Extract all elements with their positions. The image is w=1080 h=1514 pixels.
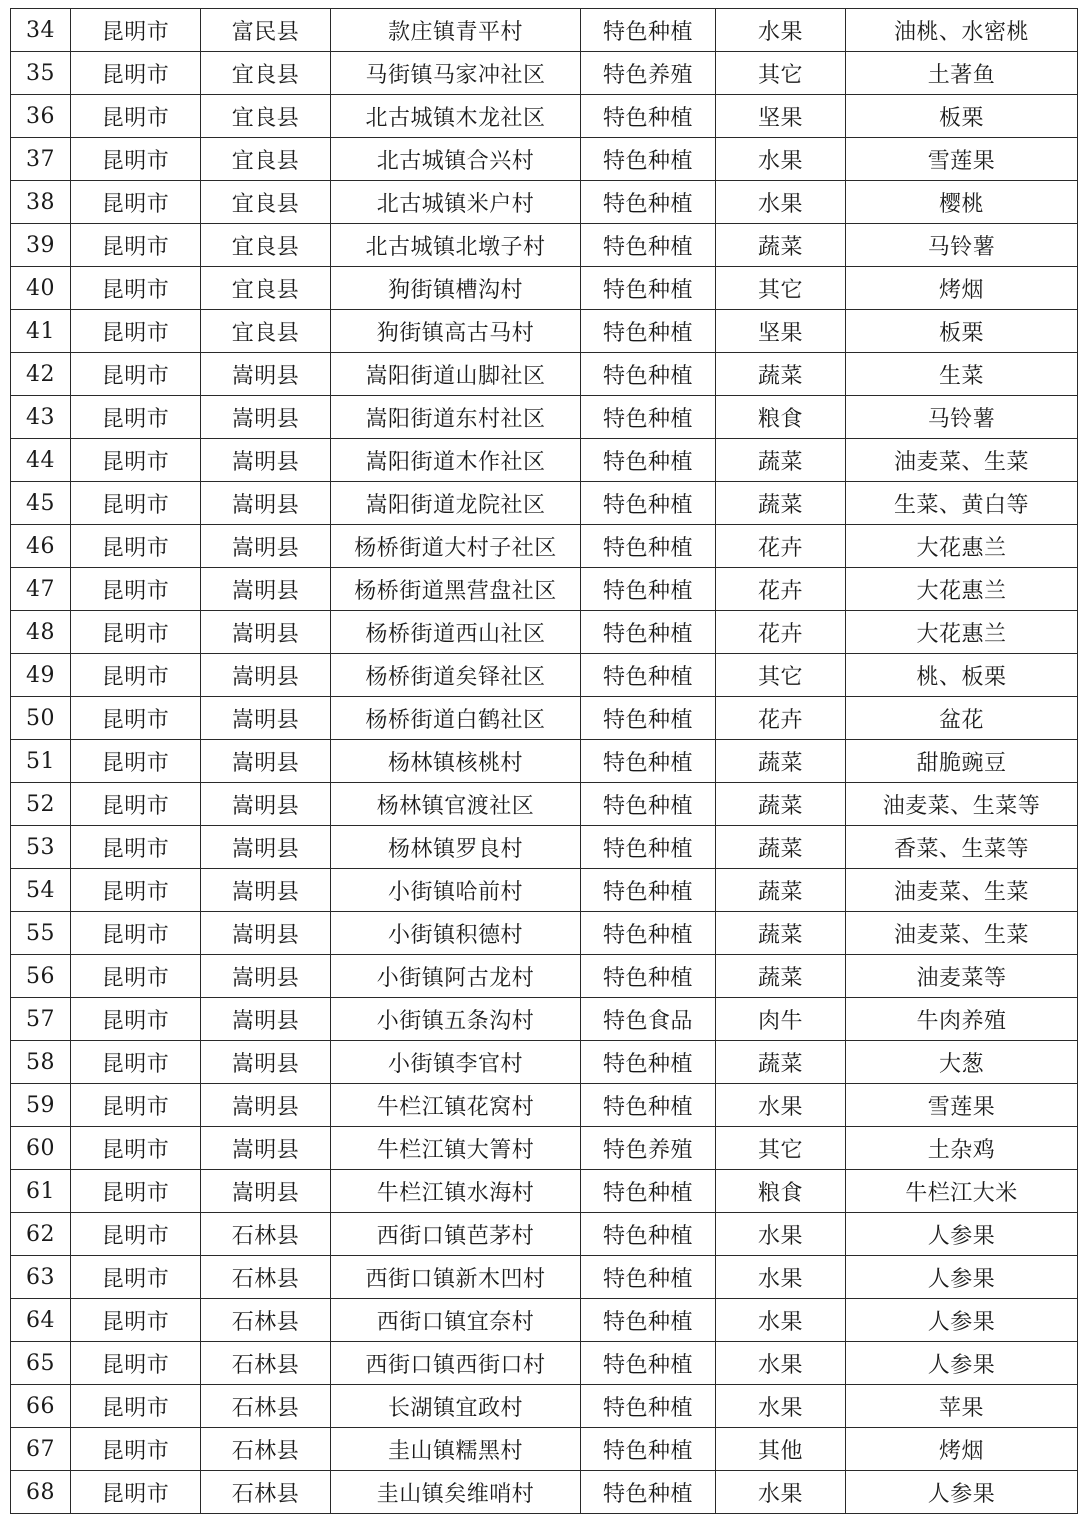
product-cell: 牛肉养殖 [846, 998, 1078, 1041]
product-cell: 油麦菜、生菜 [846, 439, 1078, 482]
county-cell: 宜良县 [201, 95, 331, 138]
village-cell: 狗街镇高古马村 [331, 310, 581, 353]
industry-type-cell: 特色种植 [581, 912, 716, 955]
county-cell: 嵩明县 [201, 654, 331, 697]
category-cell: 其他 [716, 1428, 846, 1471]
product-cell: 烤烟 [846, 1428, 1078, 1471]
industry-type-cell: 特色种植 [581, 1256, 716, 1299]
product-cell: 大花惠兰 [846, 568, 1078, 611]
product-cell: 樱桃 [846, 181, 1078, 224]
city-cell: 昆明市 [71, 826, 201, 869]
product-cell: 烤烟 [846, 267, 1078, 310]
village-cell: 牛栏江镇花窝村 [331, 1084, 581, 1127]
village-cell: 西街口镇新木凹村 [331, 1256, 581, 1299]
category-cell: 粮食 [716, 396, 846, 439]
category-cell: 水果 [716, 9, 846, 52]
village-cell: 圭山镇矣维哨村 [331, 1471, 581, 1514]
table-row [11, 783, 1078, 826]
village-cell: 杨桥街道西山社区 [331, 611, 581, 654]
category-cell: 水果 [716, 1084, 846, 1127]
village-cell: 嵩阳街道东村社区 [331, 396, 581, 439]
village-cell: 嵩阳街道龙院社区 [331, 482, 581, 525]
county-cell: 宜良县 [201, 138, 331, 181]
category-cell: 蔬菜 [716, 353, 846, 396]
city-cell: 昆明市 [71, 9, 201, 52]
row-number-cell: 66 [11, 1385, 71, 1428]
category-cell: 肉牛 [716, 998, 846, 1041]
county-cell: 富民县 [201, 9, 331, 52]
village-cell: 小街镇五条沟村 [331, 998, 581, 1041]
county-cell: 嵩明县 [201, 1041, 331, 1084]
village-cell: 小街镇哈前村 [331, 869, 581, 912]
county-cell: 石林县 [201, 1256, 331, 1299]
product-cell: 雪莲果 [846, 1084, 1078, 1127]
category-cell: 蔬菜 [716, 826, 846, 869]
city-cell: 昆明市 [71, 1041, 201, 1084]
row-number-cell: 58 [11, 1041, 71, 1084]
row-number-cell: 62 [11, 1213, 71, 1256]
village-cell: 嵩阳街道木作社区 [331, 439, 581, 482]
village-cell: 款庄镇青平村 [331, 9, 581, 52]
village-cell: 北古城镇木龙社区 [331, 95, 581, 138]
city-cell: 昆明市 [71, 654, 201, 697]
county-cell: 石林县 [201, 1471, 331, 1514]
industry-type-cell: 特色种植 [581, 1041, 716, 1084]
industry-type-cell: 特色种植 [581, 1471, 716, 1514]
category-cell: 其它 [716, 267, 846, 310]
village-cell: 嵩阳街道山脚社区 [331, 353, 581, 396]
industry-type-cell: 特色种植 [581, 482, 716, 525]
industry-type-cell: 特色养殖 [581, 1127, 716, 1170]
category-cell: 水果 [716, 1299, 846, 1342]
product-cell: 香菜、生菜等 [846, 826, 1078, 869]
table-row [11, 568, 1078, 611]
village-cell: 北古城镇合兴村 [331, 138, 581, 181]
county-cell: 嵩明县 [201, 955, 331, 998]
row-number-cell: 43 [11, 396, 71, 439]
product-cell: 油麦菜、生菜等 [846, 783, 1078, 826]
city-cell: 昆明市 [71, 955, 201, 998]
table-row [11, 482, 1078, 525]
city-cell: 昆明市 [71, 1428, 201, 1471]
county-cell: 嵩明县 [201, 439, 331, 482]
table-row [11, 95, 1078, 138]
city-cell: 昆明市 [71, 353, 201, 396]
document-page [10, 8, 1077, 1514]
category-cell: 坚果 [716, 310, 846, 353]
product-cell: 土杂鸡 [846, 1127, 1078, 1170]
village-cell: 杨林镇官渡社区 [331, 783, 581, 826]
product-cell: 苹果 [846, 1385, 1078, 1428]
category-cell: 其它 [716, 654, 846, 697]
village-cell: 西街口镇西街口村 [331, 1342, 581, 1385]
row-number-cell: 55 [11, 912, 71, 955]
county-cell: 嵩明县 [201, 396, 331, 439]
product-cell: 油麦菜、生菜 [846, 912, 1078, 955]
table-row [11, 869, 1078, 912]
row-number-cell: 60 [11, 1127, 71, 1170]
industry-type-cell: 特色种植 [581, 181, 716, 224]
category-cell: 蔬菜 [716, 912, 846, 955]
city-cell: 昆明市 [71, 611, 201, 654]
village-cell: 牛栏江镇大箐村 [331, 1127, 581, 1170]
city-cell: 昆明市 [71, 912, 201, 955]
city-cell: 昆明市 [71, 1213, 201, 1256]
product-cell: 土著鱼 [846, 52, 1078, 95]
table-row [11, 1471, 1078, 1514]
category-cell: 蔬菜 [716, 482, 846, 525]
product-cell: 油桃、水密桃 [846, 9, 1078, 52]
product-cell: 甜脆豌豆 [846, 740, 1078, 783]
city-cell: 昆明市 [71, 224, 201, 267]
table-row [11, 310, 1078, 353]
row-number-cell: 36 [11, 95, 71, 138]
category-cell: 水果 [716, 1385, 846, 1428]
county-cell: 嵩明县 [201, 869, 331, 912]
table-row [11, 181, 1078, 224]
row-number-cell: 34 [11, 9, 71, 52]
category-cell: 蔬菜 [716, 783, 846, 826]
row-number-cell: 65 [11, 1342, 71, 1385]
table-row [11, 525, 1078, 568]
row-number-cell: 68 [11, 1471, 71, 1514]
table-row [11, 654, 1078, 697]
row-number-cell: 45 [11, 482, 71, 525]
category-cell: 蔬菜 [716, 740, 846, 783]
product-cell: 马铃薯 [846, 224, 1078, 267]
village-cell: 西街口镇芭茅村 [331, 1213, 581, 1256]
city-cell: 昆明市 [71, 1127, 201, 1170]
industry-type-cell: 特色种植 [581, 1084, 716, 1127]
category-cell: 花卉 [716, 697, 846, 740]
table-row [11, 1213, 1078, 1256]
product-cell: 马铃薯 [846, 396, 1078, 439]
table-row [11, 1342, 1078, 1385]
industry-type-cell: 特色种植 [581, 1342, 716, 1385]
county-cell: 嵩明县 [201, 482, 331, 525]
village-industry-table [10, 8, 1078, 1514]
county-cell: 嵩明县 [201, 525, 331, 568]
city-cell: 昆明市 [71, 1342, 201, 1385]
city-cell: 昆明市 [71, 1471, 201, 1514]
row-number-cell: 38 [11, 181, 71, 224]
category-cell: 水果 [716, 1342, 846, 1385]
city-cell: 昆明市 [71, 1385, 201, 1428]
row-number-cell: 59 [11, 1084, 71, 1127]
city-cell: 昆明市 [71, 568, 201, 611]
table-row [11, 1428, 1078, 1471]
row-number-cell: 48 [11, 611, 71, 654]
category-cell: 其它 [716, 1127, 846, 1170]
product-cell: 板栗 [846, 310, 1078, 353]
category-cell: 水果 [716, 1256, 846, 1299]
city-cell: 昆明市 [71, 697, 201, 740]
county-cell: 宜良县 [201, 267, 331, 310]
row-number-cell: 52 [11, 783, 71, 826]
county-cell: 嵩明县 [201, 912, 331, 955]
product-cell: 生菜 [846, 353, 1078, 396]
category-cell: 坚果 [716, 95, 846, 138]
category-cell: 水果 [716, 138, 846, 181]
county-cell: 嵩明县 [201, 1170, 331, 1213]
county-cell: 宜良县 [201, 310, 331, 353]
industry-type-cell: 特色种植 [581, 224, 716, 267]
county-cell: 嵩明县 [201, 826, 331, 869]
village-cell: 小街镇李官村 [331, 1041, 581, 1084]
city-cell: 昆明市 [71, 95, 201, 138]
product-cell: 生菜、黄白等 [846, 482, 1078, 525]
industry-type-cell: 特色种植 [581, 1299, 716, 1342]
city-cell: 昆明市 [71, 310, 201, 353]
city-cell: 昆明市 [71, 482, 201, 525]
row-number-cell: 37 [11, 138, 71, 181]
industry-type-cell: 特色种植 [581, 353, 716, 396]
product-cell: 人参果 [846, 1342, 1078, 1385]
table-row [11, 267, 1078, 310]
row-number-cell: 64 [11, 1299, 71, 1342]
county-cell: 嵩明县 [201, 998, 331, 1041]
industry-type-cell: 特色种植 [581, 1213, 716, 1256]
row-number-cell: 40 [11, 267, 71, 310]
industry-type-cell: 特色养殖 [581, 52, 716, 95]
county-cell: 石林县 [201, 1385, 331, 1428]
row-number-cell: 47 [11, 568, 71, 611]
city-cell: 昆明市 [71, 783, 201, 826]
table-row [11, 611, 1078, 654]
product-cell: 大花惠兰 [846, 611, 1078, 654]
table-row [11, 1127, 1078, 1170]
product-cell: 人参果 [846, 1256, 1078, 1299]
category-cell: 其它 [716, 52, 846, 95]
county-cell: 嵩明县 [201, 353, 331, 396]
category-cell: 水果 [716, 181, 846, 224]
industry-type-cell: 特色种植 [581, 525, 716, 568]
table-row [11, 740, 1078, 783]
category-cell: 花卉 [716, 611, 846, 654]
industry-type-cell: 特色种植 [581, 697, 716, 740]
industry-type-cell: 特色种植 [581, 1170, 716, 1213]
village-cell: 北古城镇米户村 [331, 181, 581, 224]
city-cell: 昆明市 [71, 181, 201, 224]
county-cell: 嵩明县 [201, 1084, 331, 1127]
row-number-cell: 53 [11, 826, 71, 869]
product-cell: 人参果 [846, 1471, 1078, 1514]
county-cell: 宜良县 [201, 181, 331, 224]
industry-type-cell: 特色种植 [581, 783, 716, 826]
city-cell: 昆明市 [71, 998, 201, 1041]
row-number-cell: 56 [11, 955, 71, 998]
table-row [11, 826, 1078, 869]
row-number-cell: 41 [11, 310, 71, 353]
row-number-cell: 49 [11, 654, 71, 697]
row-number-cell: 63 [11, 1256, 71, 1299]
city-cell: 昆明市 [71, 439, 201, 482]
county-cell: 石林县 [201, 1299, 331, 1342]
village-cell: 杨桥街道大村子社区 [331, 525, 581, 568]
category-cell: 蔬菜 [716, 439, 846, 482]
county-cell: 宜良县 [201, 52, 331, 95]
table-row [11, 138, 1078, 181]
category-cell: 水果 [716, 1471, 846, 1514]
table-row [11, 1299, 1078, 1342]
city-cell: 昆明市 [71, 267, 201, 310]
county-cell: 嵩明县 [201, 783, 331, 826]
county-cell: 嵩明县 [201, 568, 331, 611]
village-cell: 杨桥街道白鹤社区 [331, 697, 581, 740]
village-cell: 杨桥街道黑营盘社区 [331, 568, 581, 611]
table-row [11, 1041, 1078, 1084]
row-number-cell: 54 [11, 869, 71, 912]
table-row [11, 1170, 1078, 1213]
table-row [11, 912, 1078, 955]
city-cell: 昆明市 [71, 396, 201, 439]
county-cell: 石林县 [201, 1342, 331, 1385]
village-cell: 狗街镇槽沟村 [331, 267, 581, 310]
industry-type-cell: 特色种植 [581, 568, 716, 611]
category-cell: 蔬菜 [716, 955, 846, 998]
county-cell: 石林县 [201, 1428, 331, 1471]
county-cell: 嵩明县 [201, 1127, 331, 1170]
industry-type-cell: 特色食品 [581, 998, 716, 1041]
industry-type-cell: 特色种植 [581, 611, 716, 654]
industry-type-cell: 特色种植 [581, 1428, 716, 1471]
row-number-cell: 50 [11, 697, 71, 740]
table-row [11, 1385, 1078, 1428]
product-cell: 人参果 [846, 1299, 1078, 1342]
row-number-cell: 67 [11, 1428, 71, 1471]
county-cell: 嵩明县 [201, 697, 331, 740]
industry-type-cell: 特色种植 [581, 138, 716, 181]
table-row [11, 998, 1078, 1041]
row-number-cell: 39 [11, 224, 71, 267]
industry-type-cell: 特色种植 [581, 654, 716, 697]
table-row [11, 52, 1078, 95]
village-cell: 杨桥街道矣铎社区 [331, 654, 581, 697]
industry-type-cell: 特色种植 [581, 826, 716, 869]
county-cell: 嵩明县 [201, 740, 331, 783]
village-cell: 长湖镇宜政村 [331, 1385, 581, 1428]
table-row [11, 353, 1078, 396]
city-cell: 昆明市 [71, 52, 201, 95]
industry-type-cell: 特色种植 [581, 439, 716, 482]
category-cell: 水果 [716, 1213, 846, 1256]
category-cell: 蔬菜 [716, 1041, 846, 1084]
product-cell: 人参果 [846, 1213, 1078, 1256]
industry-type-cell: 特色种植 [581, 396, 716, 439]
industry-type-cell: 特色种植 [581, 9, 716, 52]
village-cell: 西街口镇宜奈村 [331, 1299, 581, 1342]
table-row [11, 9, 1078, 52]
city-cell: 昆明市 [71, 1170, 201, 1213]
product-cell: 雪莲果 [846, 138, 1078, 181]
table-row [11, 224, 1078, 267]
city-cell: 昆明市 [71, 1084, 201, 1127]
product-cell: 板栗 [846, 95, 1078, 138]
product-cell: 桃、板栗 [846, 654, 1078, 697]
category-cell: 蔬菜 [716, 224, 846, 267]
row-number-cell: 57 [11, 998, 71, 1041]
row-number-cell: 46 [11, 525, 71, 568]
industry-type-cell: 特色种植 [581, 1385, 716, 1428]
product-cell: 盆花 [846, 697, 1078, 740]
city-cell: 昆明市 [71, 138, 201, 181]
table-row [11, 955, 1078, 998]
table-row [11, 697, 1078, 740]
industry-type-cell: 特色种植 [581, 310, 716, 353]
row-number-cell: 61 [11, 1170, 71, 1213]
village-cell: 小街镇积德村 [331, 912, 581, 955]
industry-type-cell: 特色种植 [581, 869, 716, 912]
table-row [11, 1256, 1078, 1299]
table-row [11, 396, 1078, 439]
industry-type-cell: 特色种植 [581, 267, 716, 310]
row-number-cell: 51 [11, 740, 71, 783]
category-cell: 花卉 [716, 525, 846, 568]
product-cell: 油麦菜、生菜 [846, 869, 1078, 912]
city-cell: 昆明市 [71, 869, 201, 912]
county-cell: 石林县 [201, 1213, 331, 1256]
city-cell: 昆明市 [71, 1299, 201, 1342]
category-cell: 粮食 [716, 1170, 846, 1213]
county-cell: 宜良县 [201, 224, 331, 267]
product-cell: 大葱 [846, 1041, 1078, 1084]
category-cell: 蔬菜 [716, 869, 846, 912]
table-row [11, 1084, 1078, 1127]
village-cell: 杨林镇核桃村 [331, 740, 581, 783]
category-cell: 花卉 [716, 568, 846, 611]
county-cell: 嵩明县 [201, 611, 331, 654]
city-cell: 昆明市 [71, 740, 201, 783]
row-number-cell: 44 [11, 439, 71, 482]
city-cell: 昆明市 [71, 1256, 201, 1299]
product-cell: 油麦菜等 [846, 955, 1078, 998]
table-body [11, 9, 1078, 1514]
industry-type-cell: 特色种植 [581, 740, 716, 783]
village-cell: 杨林镇罗良村 [331, 826, 581, 869]
industry-type-cell: 特色种植 [581, 95, 716, 138]
product-cell: 大花惠兰 [846, 525, 1078, 568]
row-number-cell: 35 [11, 52, 71, 95]
industry-type-cell: 特色种植 [581, 955, 716, 998]
product-cell: 牛栏江大米 [846, 1170, 1078, 1213]
city-cell: 昆明市 [71, 525, 201, 568]
village-cell: 圭山镇糯黑村 [331, 1428, 581, 1471]
village-cell: 牛栏江镇水海村 [331, 1170, 581, 1213]
village-cell: 北古城镇北墩子村 [331, 224, 581, 267]
row-number-cell: 42 [11, 353, 71, 396]
village-cell: 马街镇马家冲社区 [331, 52, 581, 95]
village-cell: 小街镇阿古龙村 [331, 955, 581, 998]
table-row [11, 439, 1078, 482]
